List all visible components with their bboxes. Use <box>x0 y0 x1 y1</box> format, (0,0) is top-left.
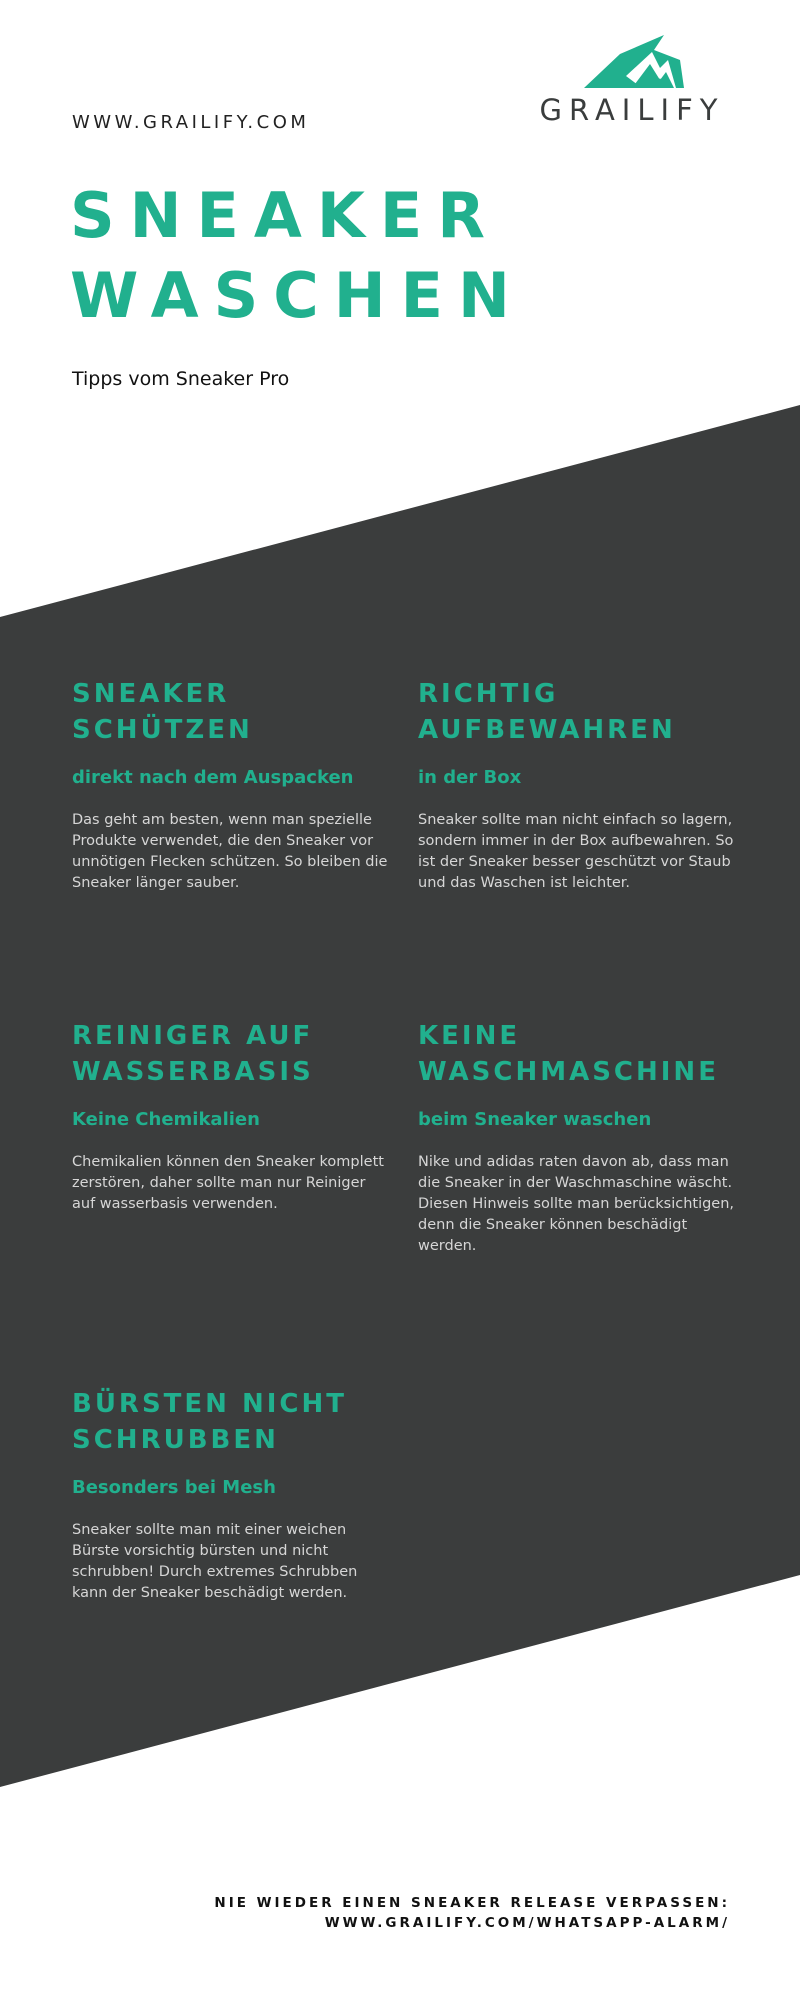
tip-title <box>72 676 392 748</box>
tip-title <box>72 1386 392 1458</box>
tip-subheading: beim Sneaker waschen <box>418 1109 652 1130</box>
tip-title-line-2: AUFBEWAHREN <box>418 715 676 745</box>
footer-whatsapp-link[interactable]: WWW.GRAILIFY.COM/WHATSAPP-ALARM/ <box>324 1915 730 1931</box>
tip-subheading: in der Box <box>418 767 522 788</box>
tip-body: Nike und adidas raten davon ab, dass man die Sneaker in der Waschmaschine wäscht. Diesen Hinweis sollte man berücksichtigen, denn die Sneaker können beschädigt werden. <box>418 1154 735 1254</box>
footer-cta-text: NIE WIEDER EINEN SNEAKER RELEASE VERPASSEN: <box>214 1895 730 1911</box>
tip-title-line-1: BÜRSTEN NICHT <box>72 1389 347 1419</box>
footer-cta <box>214 1893 730 1933</box>
tip-title <box>418 1018 748 1090</box>
tip-title-line-2: SCHRUBBEN <box>72 1425 279 1455</box>
tip-title <box>418 676 738 748</box>
tip-body: Sneaker sollte man mit einer weichen Bürste vorsichtig bürsten und nicht schrubben! Durch extremes Schrubben kann der Sneaker beschädigt werden. <box>72 1522 358 1601</box>
tip-title-line-1: KEINE <box>418 1021 521 1051</box>
page-subtitle: Tipps vom Sneaker Pro <box>72 368 290 390</box>
tip-title-line-2: WASSERBASIS <box>72 1057 314 1087</box>
tip-card-buersten-nicht-schrubben <box>72 1386 392 1604</box>
tip-card-sneaker-schuetzen <box>72 676 392 894</box>
tip-subheading: direkt nach dem Auspacken <box>72 767 354 788</box>
grailify-logo[interactable] <box>514 30 750 130</box>
tip-subheading: Besonders bei Mesh <box>72 1477 276 1498</box>
tip-title-line-2: SCHÜTZEN <box>72 715 253 745</box>
website-url[interactable]: WWW.GRAILIFY.COM <box>72 112 310 133</box>
page-title <box>70 176 525 336</box>
tip-card-richtig-aufbewahren <box>418 676 738 894</box>
page-title-line-1: SNEAKER <box>70 179 501 252</box>
tip-title-line-1: SNEAKER <box>72 679 230 709</box>
tip-card-keine-waschmaschine <box>418 1018 748 1257</box>
tip-body: Das geht am besten, wenn man spezielle Produkte verwendet, die den Sneaker vor unnötigen Flecken schützen. So bleiben die Sneaker länger sauber. <box>72 812 388 891</box>
tip-title-line-1: REINIGER AUF <box>72 1021 314 1051</box>
tip-title-line-2: WASCHMASCHINE <box>418 1057 719 1087</box>
tip-title-line-1: RICHTIG <box>418 679 559 709</box>
logo-wordmark: GRAILIFY <box>539 93 725 127</box>
tip-card-reiniger-auf-wasserbasis <box>72 1018 392 1215</box>
page-title-line-2: WASCHEN <box>70 259 525 332</box>
tip-title <box>72 1018 392 1090</box>
tip-subheading: Keine Chemikalien <box>72 1109 260 1130</box>
tip-body: Sneaker sollte man nicht einfach so lagern, sondern immer in der Box aufbewahren. So ist der Sneaker besser geschützt vor Staub und das Waschen ist leichter. <box>418 812 734 891</box>
mountain-logo-icon <box>514 30 750 94</box>
tip-body: Chemikalien können den Sneaker komplett zerstören, daher sollte man nur Reiniger auf wasserbasis verwenden. <box>72 1154 384 1212</box>
